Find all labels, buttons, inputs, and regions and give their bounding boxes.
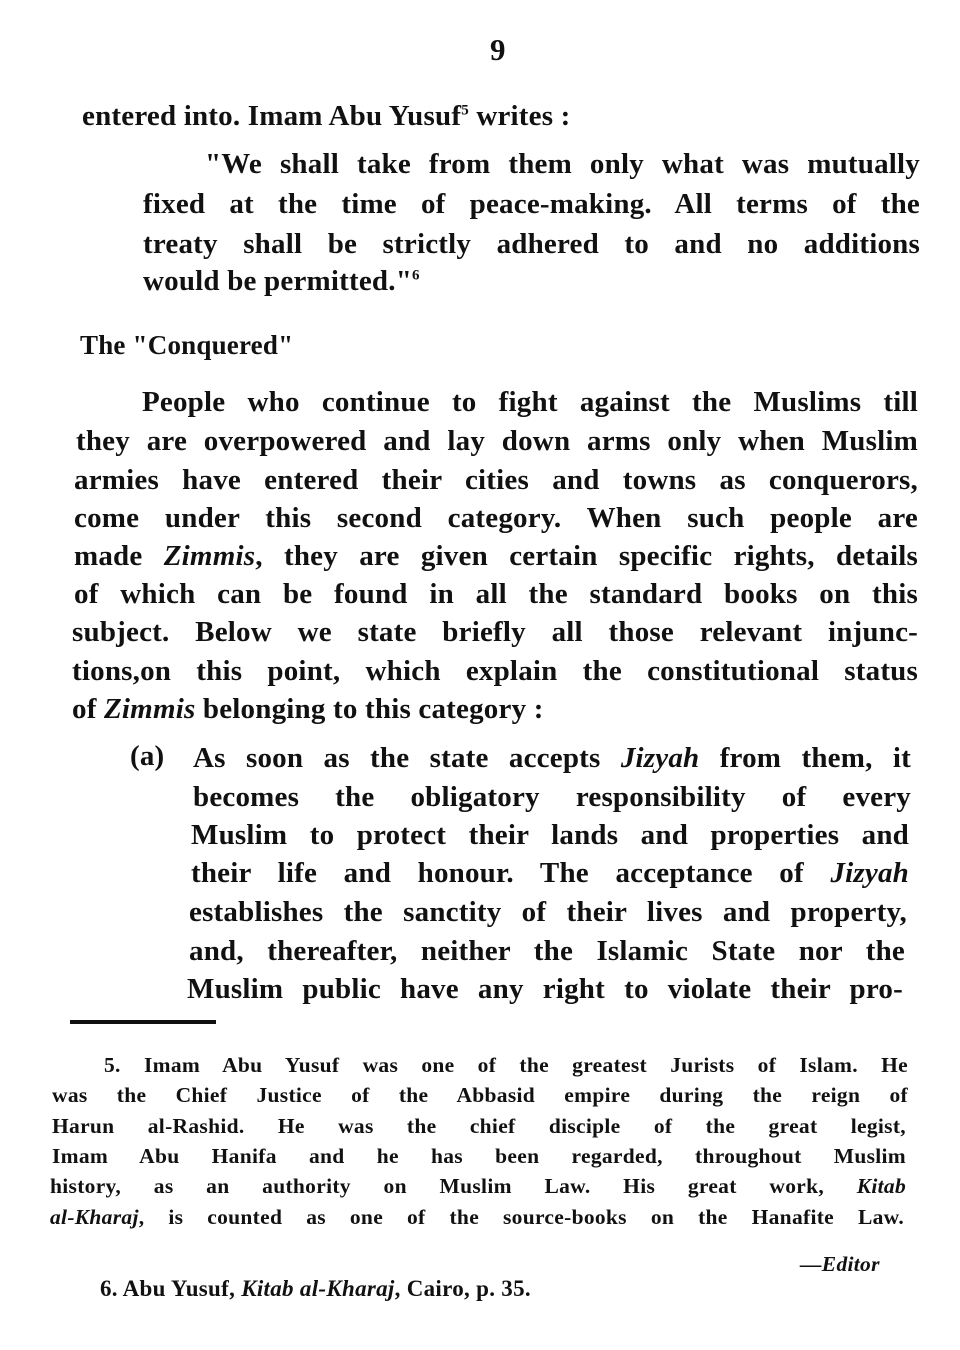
paragraph-line-5-text: made <box>74 540 164 572</box>
quote-last-text: would be permitted." <box>143 265 413 297</box>
paragraph-line-3: armies have entered their cities and towns as conquerors, <box>74 464 918 496</box>
paragraph-line-6: of which can be found in all the standard books on this <box>74 578 918 610</box>
item-a-line-2: becomes the obligatory responsibility of every <box>193 781 911 813</box>
footnote-6 <box>100 1276 531 1302</box>
term-jizyah-2: Jizyah <box>830 857 909 889</box>
item-a-line-1 <box>193 742 911 775</box>
item-a-line-1-text: As soon as the state accepts <box>193 742 621 774</box>
footnote-5-line-6-text: , is counted as one of the source-books on the Hanafite Law. <box>138 1205 904 1229</box>
paragraph-line-7: subject. Below we state briefly all those relevant injunc- <box>72 616 918 648</box>
term-al-kharaj: al-Kharaj <box>50 1205 139 1229</box>
paragraph-line-5 <box>74 540 918 573</box>
item-a-label: (a) <box>130 740 165 772</box>
paragraph-line-9 <box>72 693 544 726</box>
editor-signature: —Editor <box>800 1252 880 1276</box>
term-kitab: Kitab <box>856 1174 906 1198</box>
page-number: 9 <box>490 32 506 67</box>
intro-text: entered into. Imam Abu Yusuf <box>82 100 462 132</box>
footnote-6-text-after: , Cairo, p. 35. <box>394 1276 531 1301</box>
item-a-line-4 <box>191 857 909 890</box>
paragraph-line-1: People who continue to fight against the Muslims till <box>142 386 918 418</box>
footnote-5-line-3: Harun al-Rashid. He was the chief disciple of the great legist, <box>52 1114 906 1138</box>
footnote-5-line-2: was the Chief Justice of the Abbasid empire during the reign of <box>52 1083 908 1107</box>
footnote-ref-5: 5 <box>461 102 469 119</box>
section-heading: The "Conquered" <box>80 330 294 360</box>
footnote-5-line-1: 5. Imam Abu Yusuf was one of the greatest Jurists of Islam. He <box>104 1053 908 1077</box>
footnote-5-line-5 <box>50 1174 906 1199</box>
item-a-line-6: and, thereafter, neither the Islamic State nor the <box>189 935 905 967</box>
intro-line <box>82 100 571 133</box>
item-a-line-7: Muslim public have any right to violate their pro- <box>187 973 903 1005</box>
paragraph-line-5-text-after: , they are given certain specific rights, details <box>255 540 918 572</box>
footnote-5-line-5-text: history, as an authority on Muslim Law. His great work, <box>50 1174 857 1198</box>
quote-line-4 <box>143 265 420 298</box>
footnote-5-line-6 <box>50 1205 904 1230</box>
quote-line-2: fixed at the time of peace-making. All terms of the <box>143 188 920 220</box>
item-a-line-1-text-after: from them, it <box>699 742 912 774</box>
paragraph-line-4: come under this second category. When such people are <box>74 502 918 534</box>
quote-line-3: treaty shall be strictly adhered to and no additions <box>143 228 920 260</box>
item-a-line-3: Muslim to protect their lands and properties and <box>191 819 909 851</box>
intro-text-after: writes : <box>468 100 571 132</box>
item-a-line-5: establishes the sanctity of their lives and property, <box>189 896 907 928</box>
footnote-5-signature <box>800 1252 880 1277</box>
paragraph-line-2: they are overpowered and lay down arms only when Muslim <box>76 425 918 457</box>
quote-line-1: "We shall take from them only what was mutually <box>205 148 920 180</box>
term-zimmis-2: Zimmis <box>104 693 196 725</box>
footnote-6-title: Kitab al-Kharaj <box>241 1276 395 1301</box>
paragraph-line-9-text-after: belonging to this category : <box>195 693 544 725</box>
term-jizyah: Jizyah <box>620 742 700 774</box>
footnote-6-text: 6. Abu Yusuf, <box>100 1276 242 1301</box>
item-a-line-4-text: their life and honour. The acceptance of <box>191 857 831 889</box>
paragraph-line-8: tions,on this point, which explain the constitutional status <box>72 655 918 687</box>
paragraph-line-9-text: of <box>72 693 105 725</box>
footnote-divider <box>70 1020 216 1024</box>
footnote-5-line-4: Imam Abu Hanifa and he has been regarded, throughout Muslim <box>52 1144 906 1168</box>
term-zimmis: Zimmis <box>163 540 256 572</box>
footnote-ref-6: 6 <box>412 267 420 284</box>
